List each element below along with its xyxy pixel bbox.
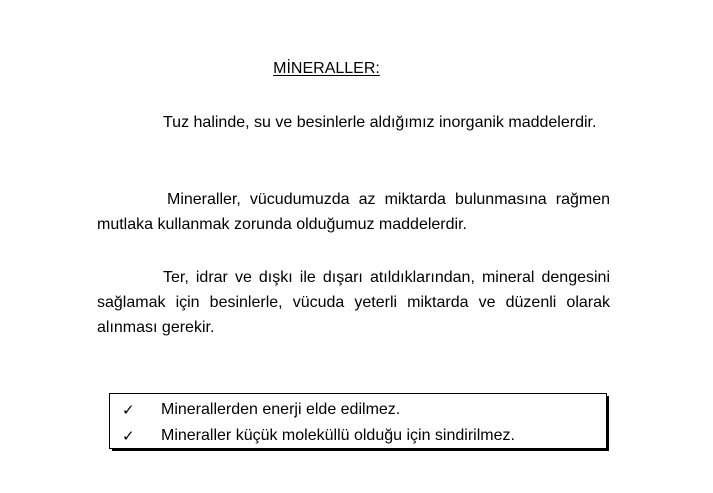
checkmark-icon: ✓: [122, 401, 135, 419]
note-text: Minerallerden enerji elde edilmez.: [161, 401, 401, 418]
paragraph-definition: Tuz halinde, su ve besinlerle aldığımız inorganik maddelerdir.: [163, 114, 597, 131]
paragraph-necessity: Mineraller, vücudumuzda az miktarda bulunmasına rağmen mutlaka kullanmak zorunda olduğumuz maddelerdir.: [97, 191, 610, 233]
note-text: Mineraller küçük moleküllü olduğu için sindirilmez.: [161, 427, 515, 444]
note-box: [109, 393, 607, 449]
page-title: MİNERALLER:: [273, 60, 380, 77]
checkmark-icon: ✓: [122, 427, 135, 445]
paragraph-balance: Ter, idrar ve dışkı ile dışarı atıldıklarından, mineral dengesini sağlamak için besinlerle, vücuda yeterli miktarda ve düzenli olarak alınması gerekir.: [97, 269, 610, 336]
